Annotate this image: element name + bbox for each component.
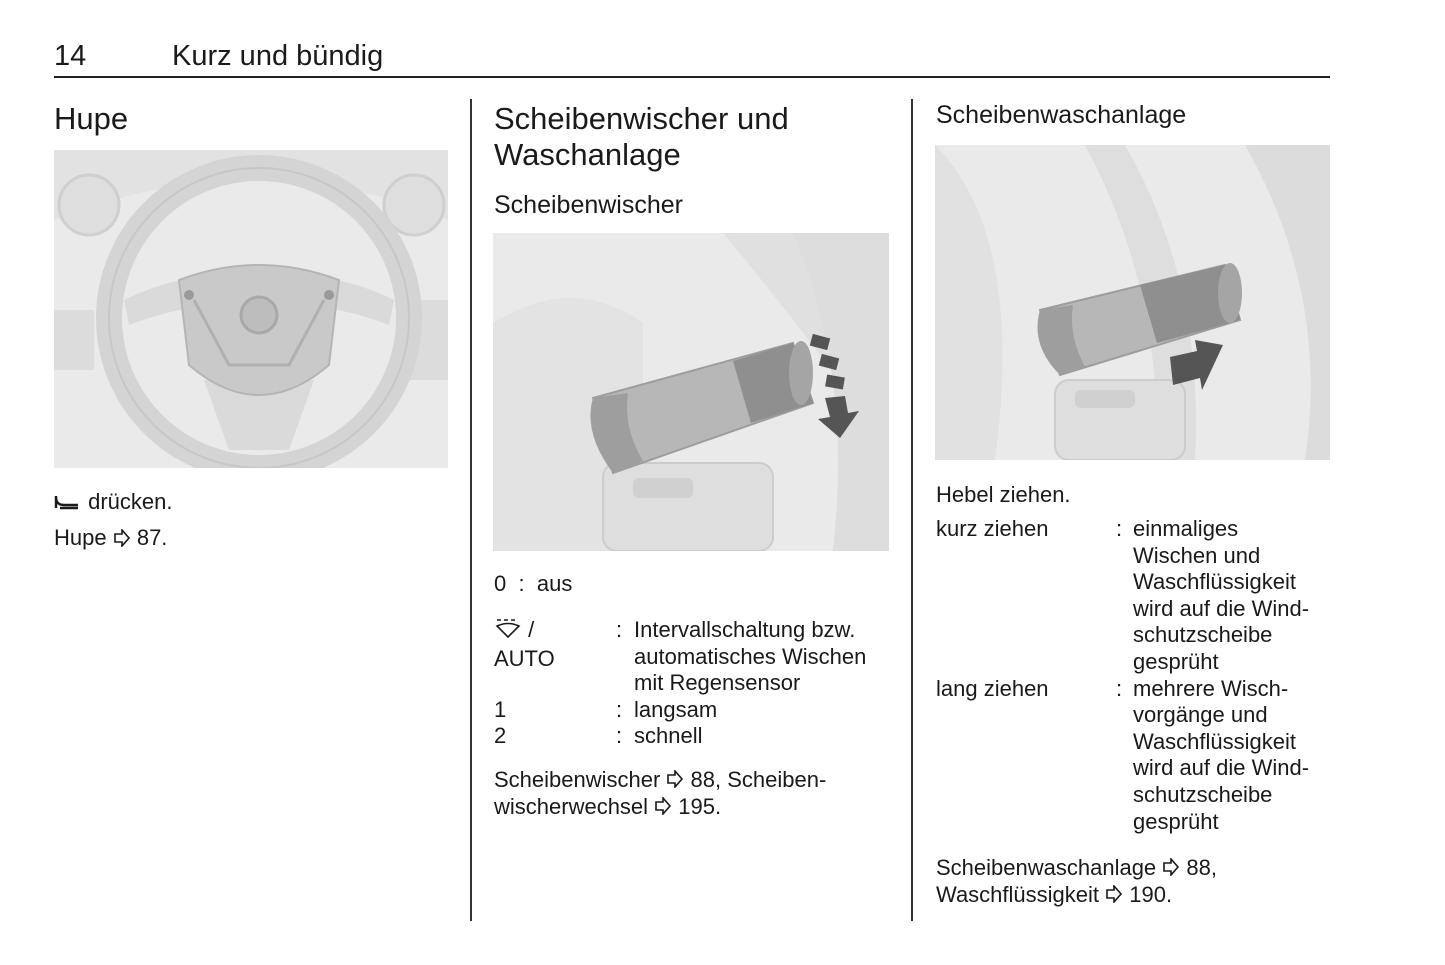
short-pull-desc-2: Wischen und (1133, 542, 1261, 568)
horn-icon (54, 490, 82, 517)
fast-desc: schnell (634, 723, 703, 749)
auto-key: AUTO (494, 645, 555, 671)
reference-arrow-icon (666, 768, 684, 795)
washer-ref-text: Scheibenwaschanlage (936, 855, 1163, 880)
wiper-off-sep: : (518, 571, 525, 596)
column-divider-2 (911, 99, 913, 921)
list-item (936, 676, 1336, 836)
fluid-ref-page: 190. (1123, 882, 1173, 908)
horn-reference[interactable] (54, 524, 167, 553)
wiper-references[interactable] (494, 767, 826, 822)
list-item (494, 723, 894, 750)
wiper-section-title-line1: Scheibenwischer und (494, 101, 789, 136)
wiper-off-key: 0 (494, 571, 507, 596)
list-item (936, 516, 1336, 676)
washer-section-title: Scheibenwaschanlage (936, 101, 1187, 129)
horn-reference-text: Hupe (54, 525, 113, 550)
short-pull-desc-3: Waschflüssigkeit (1133, 569, 1297, 595)
list-sep: : (616, 723, 623, 749)
list-sep: : (616, 696, 623, 722)
long-pull-desc-5: schutzscheibe (1133, 781, 1273, 807)
wiper-change-ref-text: wischerwechsel (494, 794, 655, 820)
chapter-title: Kurz und bündig (172, 40, 384, 72)
wiper-section-title (494, 101, 789, 173)
slow-key: 1 (494, 696, 507, 722)
wiper-lever-figure (493, 233, 889, 551)
list-sep: : (616, 617, 623, 642)
wiper-subtitle: Scheibenwischer (494, 191, 683, 219)
list-sep: : (1116, 675, 1123, 701)
short-pull-desc-5: schutzscheibe (1133, 622, 1273, 648)
wiper-positions-list (494, 617, 894, 750)
wiper-off-row (494, 571, 572, 598)
list-item (494, 617, 894, 697)
wiper-change-ref-page: 195. (672, 794, 722, 820)
slow-desc: langsam (634, 696, 718, 722)
page-number: 14 (54, 40, 87, 72)
interval-wiper-icon (494, 617, 522, 646)
short-pull-key: kurz ziehen (936, 516, 1049, 541)
reference-arrow-icon (654, 795, 672, 822)
horn-reference-page: 87. (130, 525, 168, 550)
long-pull-desc-3: Waschflüssigkeit (1133, 728, 1297, 754)
interval-desc-3: mit Regensensor (634, 670, 801, 696)
reference-arrow-icon (113, 526, 131, 553)
horn-instruction-text: drücken. (82, 489, 173, 514)
reference-arrow-icon (1105, 883, 1123, 910)
wiper-section-title-line2: Waschanlage (494, 137, 681, 172)
washer-ref-page: 88, (1180, 855, 1217, 880)
long-pull-desc-6: gesprüht (1133, 808, 1219, 834)
steering-wheel-figure (54, 150, 448, 468)
fluid-ref-text: Waschflüssigkeit (936, 882, 1106, 908)
washer-lever-figure (935, 145, 1330, 460)
washer-references[interactable] (936, 855, 1217, 910)
short-pull-desc-4: wird auf die Wind- (1133, 595, 1310, 621)
wiper-ref-page: 88, Scheiben- (684, 767, 827, 792)
fast-key: 2 (494, 723, 507, 749)
long-pull-desc-2: vorgänge und (1133, 702, 1268, 728)
horn-section-title: Hupe (54, 101, 129, 136)
list-sep: : (1116, 516, 1123, 541)
list-item (494, 697, 894, 724)
short-pull-desc-1: einmaliges (1133, 516, 1239, 541)
column-divider-1 (470, 99, 472, 921)
reference-arrow-icon (1162, 856, 1180, 883)
horn-instruction (54, 488, 173, 517)
long-pull-desc-1: mehrere Wisch- (1133, 675, 1289, 701)
interval-key: / (522, 617, 535, 643)
interval-desc-2: automatisches Wischen (634, 643, 867, 669)
header-rule (54, 76, 1330, 78)
interval-desc-1: Intervallschaltung bzw. (634, 617, 856, 642)
washer-actions-list (936, 516, 1336, 835)
long-pull-desc-4: wird auf die Wind- (1133, 755, 1310, 781)
wiper-off-value: aus (536, 571, 573, 596)
washer-intro: Hebel ziehen. (936, 482, 1071, 507)
short-pull-desc-6: gesprüht (1133, 648, 1219, 674)
wiper-ref-text: Scheibenwischer (494, 767, 667, 792)
long-pull-key: lang ziehen (936, 675, 1049, 701)
